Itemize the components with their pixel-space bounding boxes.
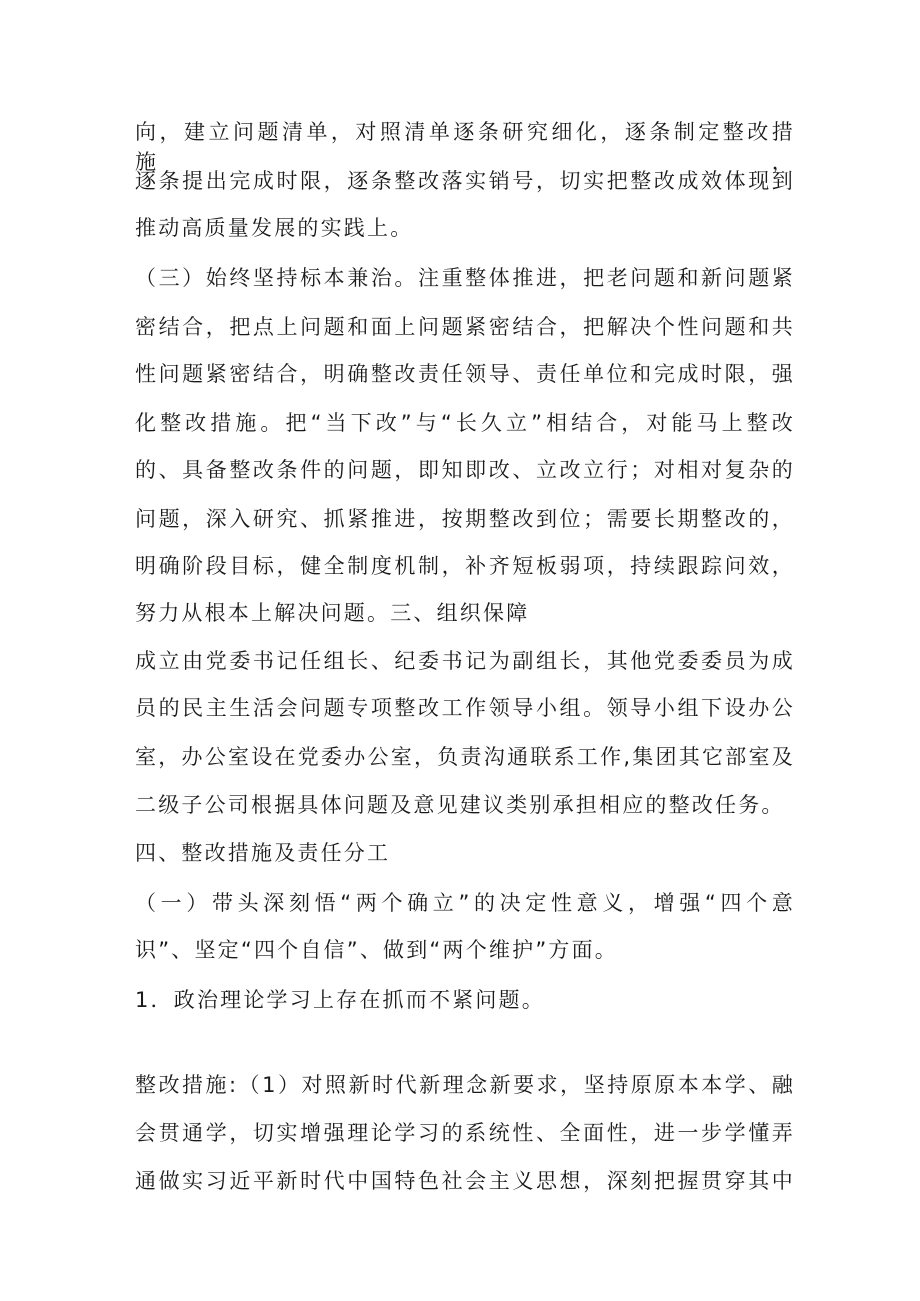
text-line: 化整改措施。把“当下改”与“长久立”相结合，对能马上整改 <box>135 411 795 435</box>
text-line: 室，办公室设在党委办公室，负责沟通联系工作,集团其它部室及 <box>135 745 795 769</box>
text-line: （三）始终坚持标本兼治。注重整体推进，把老问题和新问题紧 <box>135 266 795 290</box>
text-line: 识”、坚定“四个自信”、做到“两个维护”方面。 <box>135 938 618 962</box>
text-line: 努力从根本上解决问题。三、组织保障 <box>135 601 530 625</box>
text-line: 1．政治理论学习上存在抓而不紧问题。 <box>135 988 545 1012</box>
text-line: 整改措施:（1）对照新时代新理念新要求，坚持原原本本学、融 <box>135 1073 795 1097</box>
text-line: （一）带头深刻悟“两个确立”的决定性意义，增强“四个意 <box>135 891 795 915</box>
text-line: 向，建立问题清单，对照清单逐条研究细化，逐条制定整改措施， <box>135 120 795 174</box>
text-line: 通做实习近平新时代中国特色社会主义思想，深刻把握贯穿其中 <box>135 1169 795 1193</box>
text-line: 员的民主生活会问题专项整改工作领导小组。领导小组下设办公 <box>135 696 795 720</box>
text-line: 明确阶段目标，健全制度机制，补齐短板弱项，持续跟踪问效， <box>135 554 795 578</box>
section-heading: 四、整改措施及责任分工 <box>135 841 391 865</box>
text-line: 逐条提出完成时限，逐条整改落实销号，切实把整改成效体现到 <box>135 169 795 193</box>
text-line: 二级子公司根据具体问题及意见建议类别承担相应的整改任务。 <box>135 793 785 817</box>
text-line: 推动高质量发展的实践上。 <box>135 216 414 240</box>
text-line: 性问题紧密结合，明确整改责任领导、责任单位和完成时限，强 <box>135 362 795 386</box>
text-line: 问题，深入研究、抓紧推进，按期整改到位；需要长期整改的， <box>135 507 795 531</box>
text-line: 密结合，把点上问题和面上问题紧密结合，把解决个性问题和共 <box>135 315 795 339</box>
text-line: 会贯通学，切实增强理论学习的系统性、全面性，进一步学懂弄 <box>135 1121 795 1145</box>
text-line: 成立由党委书记任组长、纪委书记为副组长，其他党委委员为成 <box>135 649 795 673</box>
text-line: 的、具备整改条件的问题，即知即改、立改立行；对相对复杂的 <box>135 458 795 482</box>
